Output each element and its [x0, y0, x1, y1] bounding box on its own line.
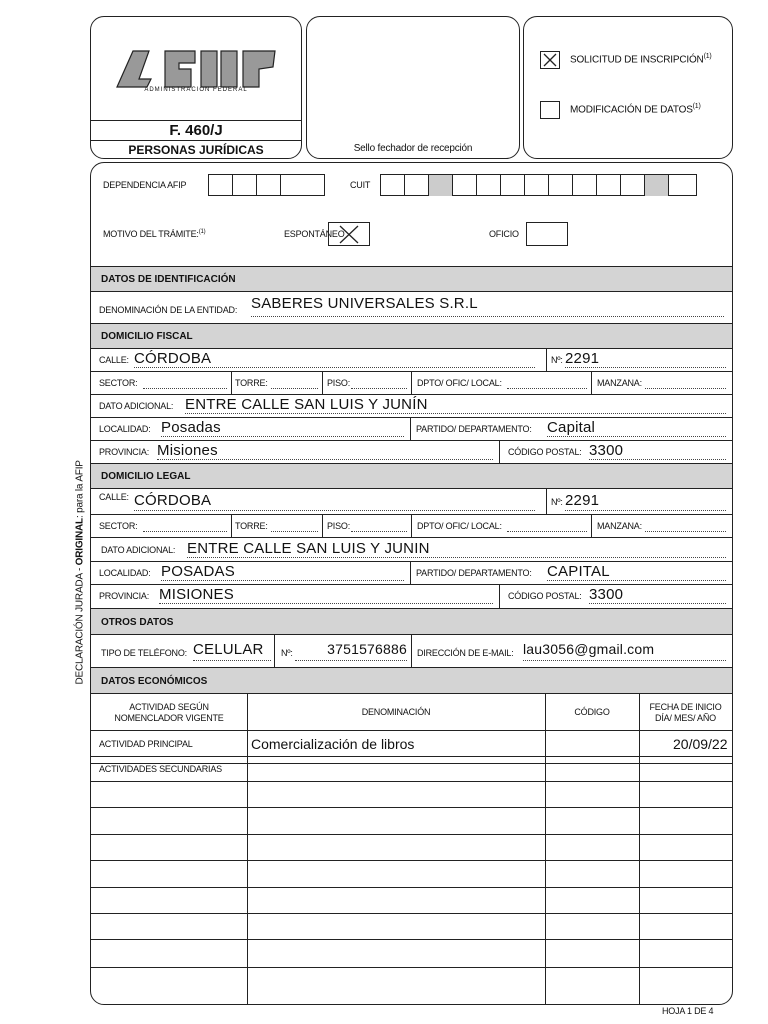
secundarias-label: ACTIVIDADES SECUNDARIAS	[99, 764, 222, 774]
tipo-tel-label: TIPO DE TELÉFONO:	[101, 648, 187, 658]
col-fecha-header: FECHA DE INICIO DÍA/ MES/ AÑO	[649, 702, 722, 723]
fiscal-provincia-value: Misiones	[157, 442, 218, 459]
economicos-header	[91, 668, 732, 694]
email-label: DIRECCIÓN DE E-MAIL:	[417, 648, 514, 658]
cuit-input[interactable]	[380, 174, 697, 196]
inscripcion-checkbox[interactable]	[540, 51, 560, 69]
form-subtitle: PERSONAS JURÍDICAS	[128, 143, 264, 157]
fiscal-manzana-field[interactable]	[645, 375, 726, 389]
fiscal-adicional-label: DATO ADICIONAL:	[99, 401, 174, 411]
legal-title: DOMICILIO LEGAL	[101, 471, 191, 482]
denominacion-field[interactable]	[251, 295, 724, 317]
table-row[interactable]	[91, 940, 732, 968]
legal-sector-label: SECTOR:	[99, 521, 138, 531]
fiscal-localidad-row	[91, 418, 732, 441]
top-section	[91, 163, 732, 267]
afip-logo-icon	[91, 39, 301, 119]
fiscal-dpto-field[interactable]	[507, 375, 587, 389]
espontaneo-label: ESPONTÁNEO	[284, 229, 345, 239]
table-row[interactable]	[91, 782, 732, 808]
tipo-tel-value: CELULAR	[193, 641, 264, 658]
stamp-label: Sello fechador de recepción	[353, 143, 473, 154]
legal-torre-field[interactable]	[271, 518, 318, 532]
fiscal-adicional-row	[91, 395, 732, 418]
legal-partido-field[interactable]	[547, 563, 726, 581]
identificacion-title: DATOS DE IDENTIFICACIÓN	[101, 274, 236, 285]
col-actividad-header: ACTIVIDAD SEGÚN NOMENCLADOR VIGENTE	[114, 702, 224, 723]
denominacion-row	[91, 292, 732, 324]
legal-nro-label: Nº:	[551, 497, 563, 507]
legal-partido-label: PARTIDO/ DEPARTAMENTO:	[416, 568, 532, 578]
legal-calle-label: CALLE:	[99, 492, 129, 502]
email-value: lau3056@gmail.com	[523, 641, 655, 657]
legal-piso-label: PISO:	[327, 521, 351, 531]
legal-nro-value: 2291	[565, 492, 600, 509]
fiscal-provincia-label: PROVINCIA:	[99, 447, 150, 457]
legal-nro-field[interactable]	[565, 492, 726, 511]
inscripcion-label: SOLICITUD DE INSCRIPCIÓN$^{(1)}$	[570, 53, 712, 66]
otros-header	[91, 609, 732, 635]
page-indicator: HOJA 1 DE 4	[662, 1006, 714, 1016]
fiscal-dpto-label: DPTO/ OFIC/ LOCAL:	[417, 378, 502, 388]
otros-title: OTROS DATOS	[101, 617, 174, 628]
side-label-left: DECLARACIÓN JURADA -	[74, 565, 86, 685]
economicos-title: DATOS ECONÓMICOS	[101, 676, 208, 687]
fiscal-adicional-value: ENTRE CALLE SAN LUIS Y JUNÍN	[185, 396, 428, 413]
fiscal-calle-value: CÓRDOBA	[134, 350, 212, 367]
agency-label: ADMINISTRACION FEDERAL	[144, 87, 248, 93]
fiscal-localidad-field[interactable]	[161, 419, 404, 437]
fiscal-localidad-value: Posadas	[161, 419, 221, 436]
table-row-secundarias	[91, 757, 732, 782]
legal-localidad-label: LOCALIDAD:	[99, 568, 151, 578]
identificacion-header	[91, 267, 732, 292]
legal-manzana-label: MANZANA:	[597, 521, 642, 531]
fiscal-calle-row	[91, 349, 732, 372]
legal-torre-label: TORRE:	[235, 521, 268, 531]
legal-localidad-value: POSADAS	[161, 563, 235, 580]
cuit-label: CUIT	[350, 180, 371, 190]
side-label	[74, 460, 86, 685]
legal-calle-field[interactable]	[134, 492, 535, 511]
x-mark-icon	[329, 223, 369, 245]
main-form	[90, 162, 733, 1005]
otros-nro-value: 3751576886	[327, 641, 407, 657]
side-label-right: : para la AFIP	[74, 460, 86, 519]
fiscal-cp-value: 3300	[589, 442, 624, 459]
legal-adicional-field[interactable]	[187, 540, 726, 558]
x-mark-icon	[541, 52, 559, 68]
principal-label: ACTIVIDAD PRINCIPAL	[99, 739, 193, 749]
email-field[interactable]	[523, 641, 726, 661]
fiscal-provincia-row	[91, 441, 732, 464]
actividades-table	[91, 694, 732, 1004]
legal-provincia-label: PROVINCIA:	[99, 591, 150, 601]
fiscal-partido-field[interactable]	[547, 419, 726, 437]
principal-fecha[interactable]: 20/09/22	[673, 736, 728, 752]
legal-localidad-field[interactable]	[161, 563, 404, 581]
fiscal-sector-label: SECTOR:	[99, 378, 138, 388]
form-subtitle-box	[91, 140, 301, 159]
legal-sector-field[interactable]	[143, 518, 227, 532]
dependencia-input[interactable]	[208, 174, 325, 196]
legal-partido-value: CAPITAL	[547, 563, 610, 580]
fiscal-piso-label: PISO:	[327, 378, 351, 388]
otros-nro-field[interactable]	[295, 641, 407, 661]
fiscal-nro-field[interactable]	[565, 350, 726, 368]
options-box	[523, 16, 733, 159]
denominacion-label: DENOMINACIÓN DE LA ENTIDAD:	[99, 305, 238, 315]
logo-box	[90, 16, 302, 159]
fiscal-sector-row	[91, 372, 732, 395]
legal-adicional-label: DATO ADICIONAL:	[101, 545, 176, 555]
legal-calle-value: CÓRDOBA	[134, 492, 212, 509]
fiscal-header	[91, 324, 732, 349]
modificacion-label: MODIFICACIÓN DE DATOS$^{(1)}$	[570, 103, 701, 116]
fiscal-manzana-label: MANZANA:	[597, 378, 642, 388]
legal-sector-row	[91, 515, 732, 538]
fiscal-adicional-field[interactable]	[185, 396, 726, 414]
form-number-box	[91, 120, 301, 141]
fiscal-piso-field[interactable]	[351, 375, 407, 389]
legal-dpto-label: DPTO/ OFIC/ LOCAL:	[417, 521, 502, 531]
fiscal-cp-label: CÓDIGO POSTAL:	[508, 447, 582, 457]
legal-provincia-value: MISIONES	[159, 586, 234, 603]
fiscal-partido-value: Capital	[547, 419, 596, 436]
oficio-label: OFICIO	[489, 229, 519, 239]
table-row[interactable]	[91, 835, 732, 861]
modificacion-checkbox[interactable]	[540, 101, 560, 119]
fiscal-nro-label: Nº:	[551, 355, 563, 365]
legal-dpto-field[interactable]	[507, 518, 587, 532]
table-row	[91, 694, 732, 731]
legal-manzana-field[interactable]	[645, 518, 726, 532]
col-denominacion-header: DENOMINACIÓN	[361, 707, 431, 717]
side-label-bold: ORIGINAL	[74, 518, 86, 566]
fiscal-partido-label: PARTIDO/ DEPARTAMENTO:	[416, 424, 532, 434]
otros-telefono-row	[91, 635, 732, 668]
legal-adicional-row	[91, 538, 732, 562]
tipo-tel-field[interactable]	[193, 641, 271, 661]
oficio-checkbox[interactable]	[526, 222, 568, 246]
stamp-box	[306, 16, 520, 159]
dependencia-label: DEPENDENCIA AFIP	[103, 180, 187, 190]
legal-header	[91, 464, 732, 489]
legal-localidad-row	[91, 562, 732, 585]
fiscal-nro-value: 2291	[565, 350, 600, 367]
legal-calle-row	[91, 489, 732, 515]
motivo-label: MOTIVO DEL TRÁMITE:$^{(1)}$	[103, 229, 206, 239]
table-row[interactable]	[91, 888, 732, 914]
col-codigo-header: CÓDIGO	[574, 707, 610, 717]
fiscal-torre-field[interactable]	[271, 375, 318, 389]
legal-adicional-value: ENTRE CALLE SAN LUIS Y JUNIN	[187, 540, 430, 557]
legal-provincia-field[interactable]	[159, 586, 493, 604]
legal-piso-field[interactable]	[351, 518, 407, 532]
legal-provincia-row	[91, 585, 732, 609]
fiscal-title: DOMICILIO FISCAL	[101, 331, 193, 342]
fiscal-provincia-field[interactable]	[157, 442, 493, 460]
table-row-principal-data	[91, 731, 732, 757]
table-row[interactable]	[91, 914, 732, 940]
fiscal-calle-field[interactable]	[134, 350, 535, 368]
fiscal-sector-field[interactable]	[143, 375, 227, 389]
principal-denominacion[interactable]: Comercialización de libros	[251, 736, 415, 752]
table-row[interactable]	[91, 861, 732, 888]
legal-cp-value: 3300	[589, 586, 624, 603]
denominacion-value: SABERES UNIVERSALES S.R.L	[251, 295, 478, 312]
fiscal-localidad-label: LOCALIDAD:	[99, 424, 151, 434]
fiscal-cp-field[interactable]	[589, 442, 726, 460]
fiscal-calle-label: CALLE:	[99, 355, 129, 365]
form-number: F. 460/J	[169, 122, 223, 139]
fiscal-torre-label: TORRE:	[235, 378, 268, 388]
legal-cp-label: CÓDIGO POSTAL:	[508, 591, 582, 601]
table-row[interactable]	[91, 808, 732, 835]
legal-cp-field[interactable]	[589, 586, 726, 604]
otros-nro-label: Nº:	[281, 648, 293, 658]
espontaneo-checkbox[interactable]	[328, 222, 370, 246]
